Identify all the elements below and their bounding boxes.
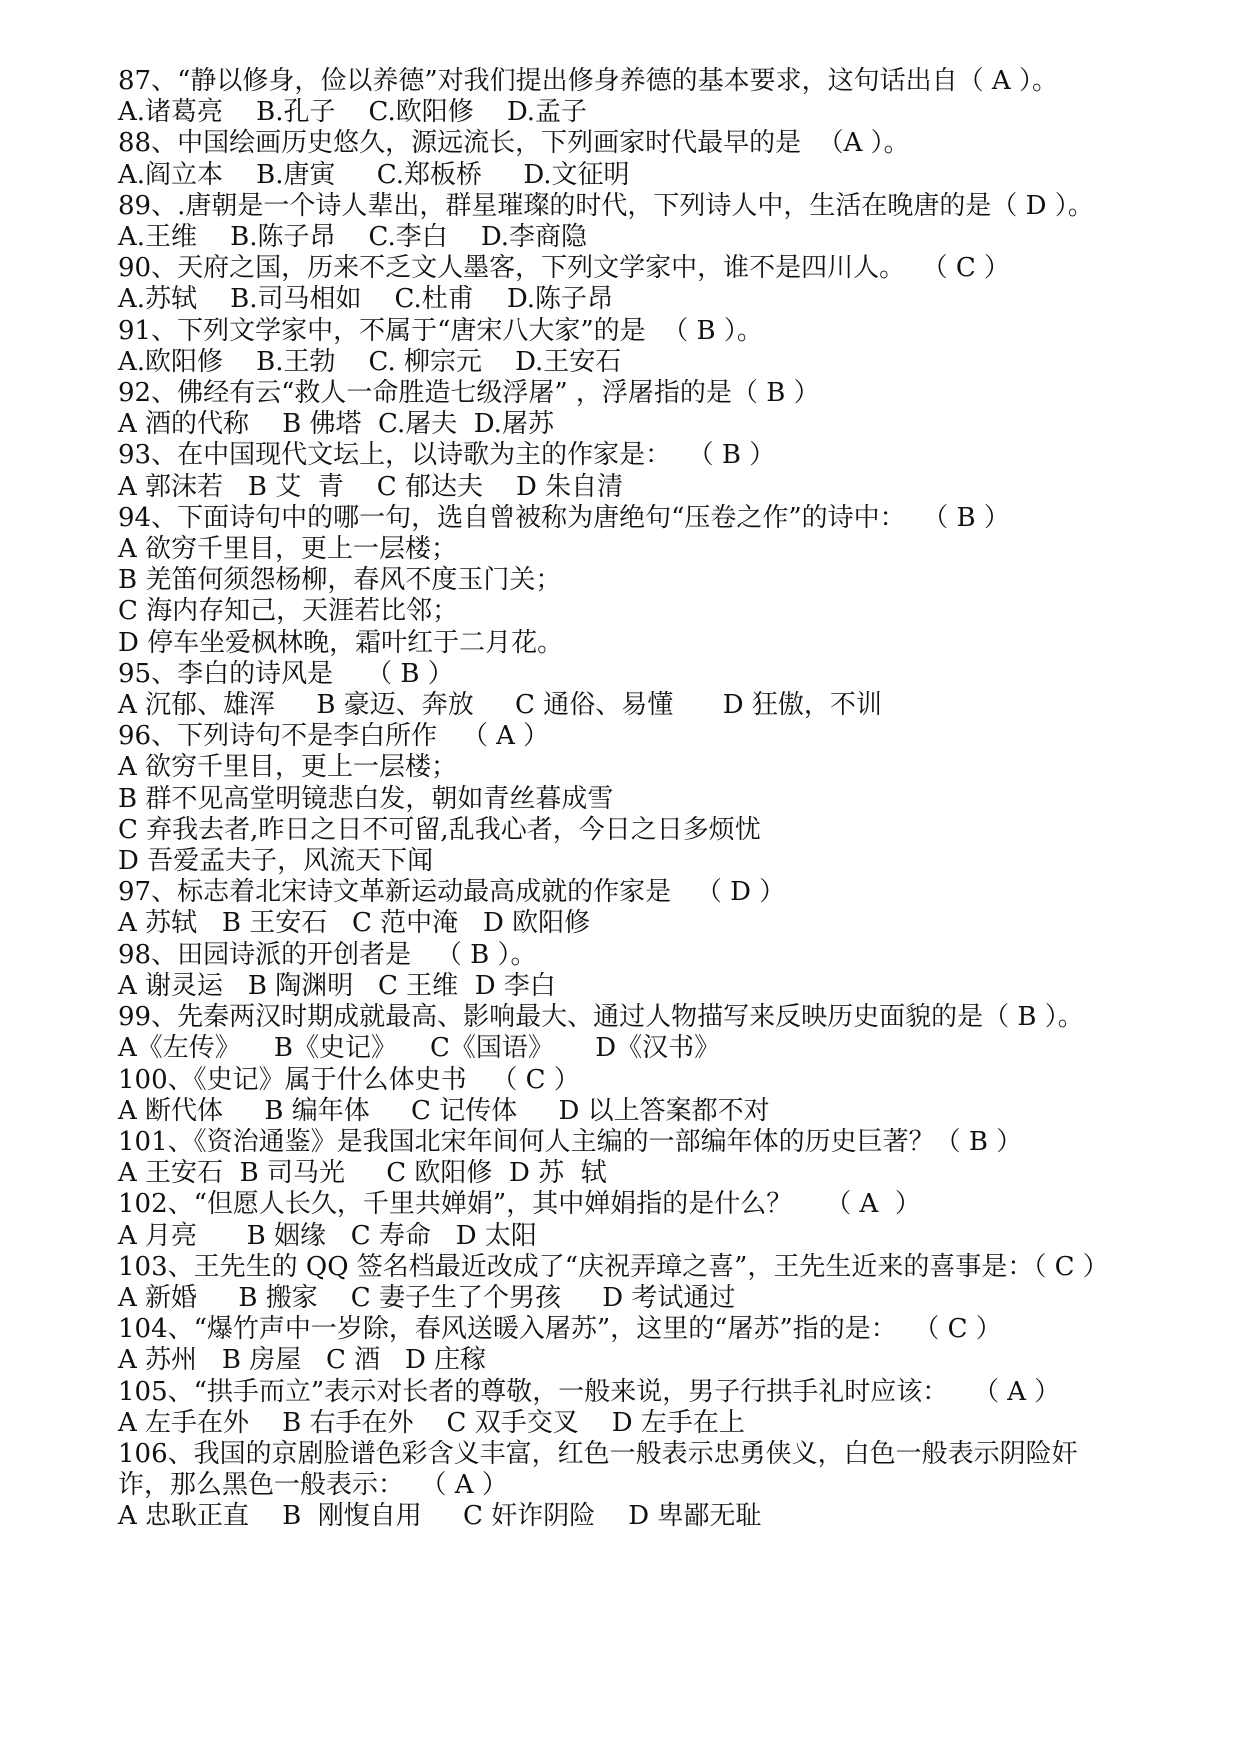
question-89: 89、.唐朝是一个诗人辈出，群星璀璨的时代，下列诗人中，生活在晚唐的是（ D ）。 bbox=[118, 190, 1094, 221]
question-92: 92、佛经有云“救人一命胜造七级浮屠” ，浮屠指的是（ B ） bbox=[118, 378, 820, 409]
options-104: A 苏州 B 房屋 C 酒 D 庄稼 bbox=[118, 1345, 487, 1376]
question-list bbox=[118, 66, 1128, 1533]
option-96-d: D 吾爱孟夫子，风流天下闻 bbox=[118, 846, 434, 877]
question-101: 101、《资治通鉴》是我国北宋年间何人主编的一部编年体的历史巨著？（ B ） bbox=[118, 1126, 1023, 1157]
options-100: A 断代体 B 编年体 C 记传体 D 以上答案都不对 bbox=[118, 1095, 770, 1126]
options-92: A 酒的代称 B 佛塔 C.屠夫 D.屠苏 bbox=[118, 409, 554, 440]
options-89: A.王维 B.陈子昂 C.李白 D.李商隐 bbox=[118, 222, 588, 253]
question-93: 93、在中国现代文坛上，以诗歌为主的作家是： （ B ） bbox=[118, 440, 776, 471]
question-96: 96、下列诗句不是李白所作 （ A ） bbox=[118, 721, 550, 752]
options-97: A 苏轼 B 王安石 C 范中淹 D 欧阳修 bbox=[118, 908, 591, 939]
option-94-d: D 停车坐爱枫林晚，霜叶红于二月花。 bbox=[118, 627, 564, 658]
options-103: A 新婚 B 搬家 C 妻子生了个男孩 D 考试通过 bbox=[118, 1282, 736, 1313]
question-88: 88、中国绘画历史悠久，源远流长，下列画家时代最早的是 （A ）。 bbox=[118, 128, 910, 159]
question-106: 106、我国的京剧脸谱色彩含义丰富，红色一般表示忠勇侠义，白色一般表示阴险奸诈，那么黑色一般表示： （ A ） bbox=[118, 1438, 1078, 1501]
question-97: 97、标志着北宋诗文革新运动最高成就的作家是 （ D ） bbox=[118, 877, 786, 908]
options-99: A《左传》 B《史记》 C《国语》 D《汉书》 bbox=[118, 1033, 721, 1064]
options-105: A 左手在外 B 右手在外 C 双手交叉 D 左手在上 bbox=[118, 1407, 745, 1438]
question-102: 102、“但愿人长久，千里共婵娟”，其中婵娟指的是什么？ （ A ） bbox=[118, 1189, 921, 1220]
question-98: 98、田园诗派的开创者是 （ B ）。 bbox=[118, 939, 537, 970]
options-90: A.苏轼 B.司马相如 C.杜甫 D.陈子昂 bbox=[118, 284, 614, 315]
options-106: A 忠耿正直 B 刚愎自用 C 奸诈阴险 D 卑鄙无耻 bbox=[118, 1501, 762, 1532]
options-91: A.欧阳修 B.王勃 C. 柳宗元 D.王安石 bbox=[118, 346, 622, 377]
question-90: 90、天府之国，历来不乏文人墨客，下列文学家中，谁不是四川人。 （ C ） bbox=[118, 253, 1011, 284]
options-95: A 沉郁、雄浑 B 豪迈、奔放 C 通俗、易懂 D 狂傲，不训 bbox=[118, 690, 882, 721]
option-96-a: A 欲穷千里目，更上一层楼； bbox=[118, 752, 458, 783]
options-101: A 王安石 B 司马光 C 欧阳修 D 苏 轼 bbox=[118, 1158, 607, 1189]
option-96-c: C 弃我去者,昨日之日不可留,乱我心者，今日之日多烦忧 bbox=[118, 814, 761, 845]
question-91: 91、下列文学家中，不属于“唐宋八大家”的是 （ B ）。 bbox=[118, 315, 763, 346]
question-100: 100、《史记》属于什么体史书 （ C ） bbox=[118, 1064, 580, 1095]
options-98: A 谢灵运 B 陶渊明 C 王维 D 李白 bbox=[118, 970, 556, 1001]
option-96-b: B 群不见高堂明镜悲白发，朝如青丝暮成雪 bbox=[118, 783, 614, 814]
options-88: A.阎立本 B.唐寅 C.郑板桥 D.文征明 bbox=[118, 159, 630, 190]
question-95: 95、李白的诗风是 （ B ） bbox=[118, 658, 454, 689]
question-104: 104、“爆竹声中一岁除，春风送暖入屠苏”，这里的“屠苏”指的是： （ C ） bbox=[118, 1314, 1002, 1345]
question-103: 103、王先生的 QQ 签名档最近改成了“庆祝弄璋之喜”，王先生近来的喜事是：（ C ） bbox=[118, 1251, 1109, 1282]
options-102: A 月亮 B 姻缘 C 寿命 D 太阳 bbox=[118, 1220, 537, 1251]
options-87: A.诸葛亮 B.孔子 C.欧阳修 D.孟子 bbox=[118, 97, 588, 128]
question-99: 99、先秦两汉时期成就最高、影响最大、通过人物描写来反映历史面貌的是（ B ）。 bbox=[118, 1002, 1084, 1033]
option-94-b: B 羌笛何须怨杨柳，春风不度玉门关； bbox=[118, 565, 562, 596]
question-94: 94、下面诗句中的哪一句，选自曾被称为唐绝句“压卷之作”的诗中： （ B ） bbox=[118, 502, 1010, 533]
option-94-a: A 欲穷千里目，更上一层楼； bbox=[118, 534, 458, 565]
options-93: A 郭沫若 B 艾 青 C 郁达夫 D 朱自清 bbox=[118, 471, 624, 502]
option-94-c: C 海内存知己，天涯若比邻； bbox=[118, 596, 459, 627]
question-105: 105、“拱手而立”表示对长者的尊敬，一般来说，男子行拱手礼时应该： （ A ） bbox=[118, 1376, 1061, 1407]
question-87: 87、“静以修身，俭以养德”对我们提出修身养德的基本要求，这句话出自（ A ）。 bbox=[118, 66, 1058, 96]
